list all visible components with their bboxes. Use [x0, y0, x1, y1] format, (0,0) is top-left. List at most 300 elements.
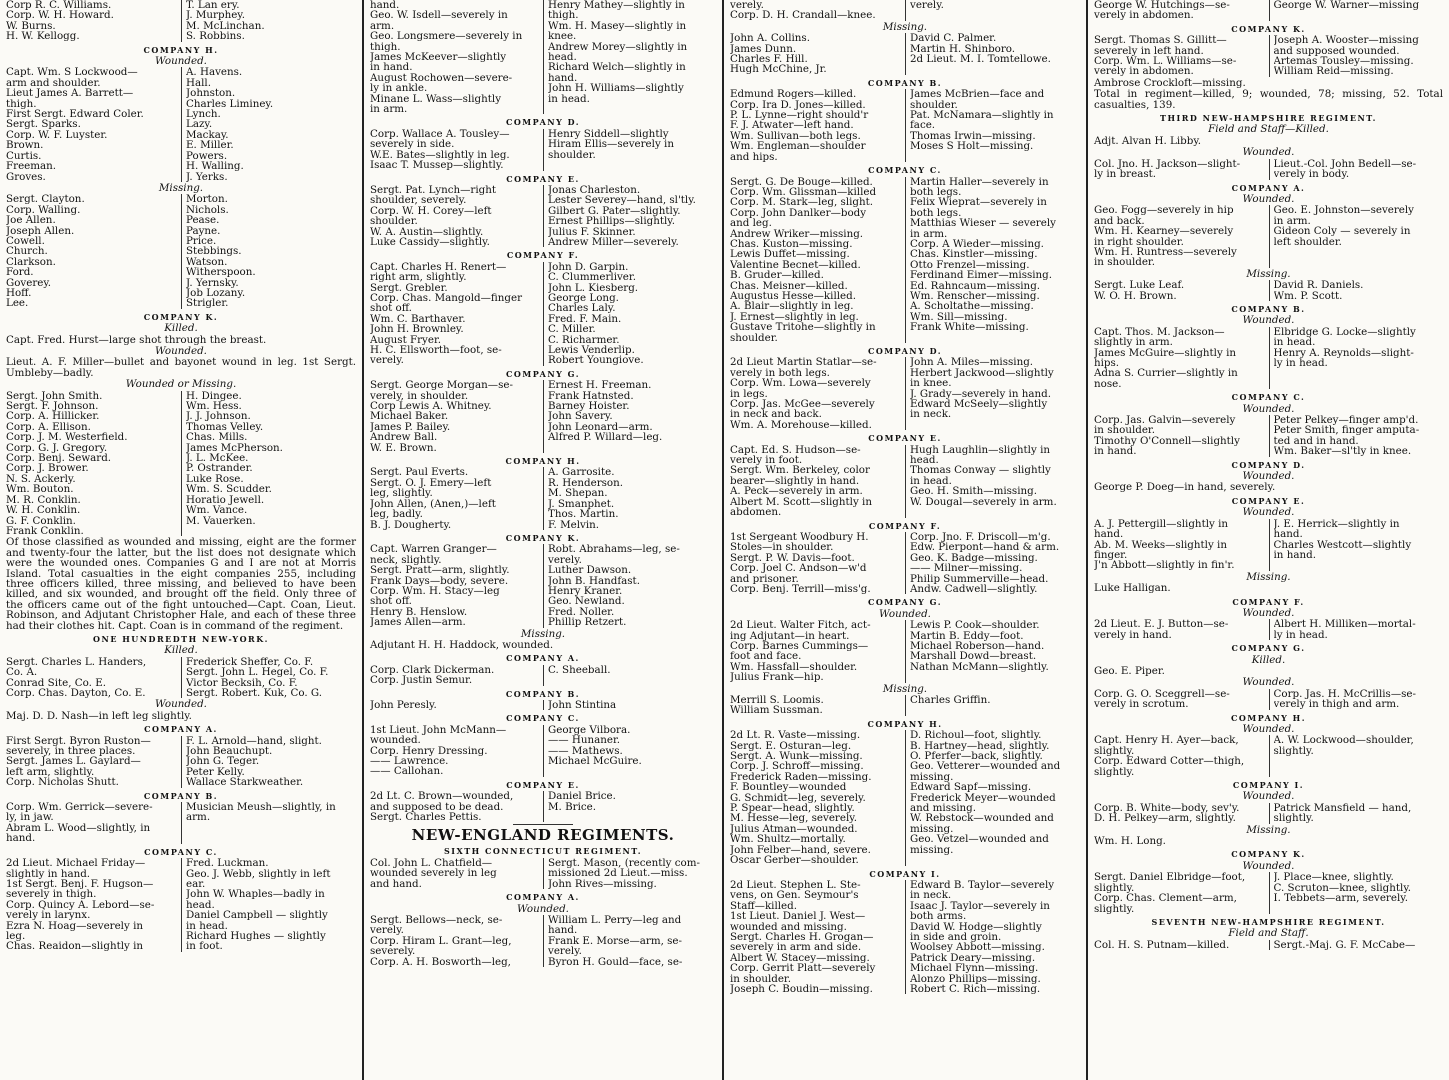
list-item: O. Pferfer—back, slightly.: [910, 751, 1043, 762]
list-item: C. Scruton—knee, slightly.: [1273, 882, 1412, 894]
list-right: [543, 544, 716, 627]
list-item: First Sergt. Edward Coler.: [6, 109, 144, 120]
subheading: Wounded.: [1242, 790, 1295, 803]
list-item: Alonzo Phillips—missing.: [910, 973, 1041, 984]
list-item: Col. H. S. Putnam—killed.: [1094, 939, 1230, 951]
list-item: Col. John L. Chatfield—: [370, 857, 493, 869]
list-item: A. Scholtathe—missing.: [910, 301, 1034, 312]
list-item: Wm. Bouton.: [6, 484, 74, 495]
list-item: 1st Lieut. Daniel J. West—: [730, 911, 866, 922]
list-item: Thomas Irwin—missing.: [910, 130, 1036, 142]
list-item: slightly.: [1094, 766, 1135, 778]
list-item: F. J. Atwater—left hand.: [730, 120, 854, 131]
section-heading: COMPANY E.: [868, 433, 942, 444]
list-item: hips.: [1094, 358, 1120, 369]
casualty-list: [6, 657, 356, 699]
column-3: [722, 0, 1086, 1080]
list-left: [730, 532, 905, 594]
list-item: M. Shepan.: [548, 488, 608, 499]
list-item: James McKeever—slightly: [370, 52, 507, 63]
casualty-list: [370, 665, 716, 686]
list-right: [905, 33, 1080, 75]
list-item: A. Garrosite.: [548, 467, 615, 478]
list-item: Edward McSeely—slightly: [910, 399, 1048, 410]
casualty-list: [730, 532, 1080, 594]
section-heading: COMPANY H.: [1231, 712, 1306, 723]
list-item: Corp. Jas. H. McCrillis—se-: [1273, 688, 1416, 700]
list-item: Lewis Duffet—missing.: [730, 249, 850, 260]
list-item: Lester Severey—hand, sl'tly.: [548, 195, 696, 206]
list-left: [1094, 159, 1269, 180]
list-right: [1269, 159, 1444, 180]
text-paragraph: Lieut. A. F. Miller—bullet and bayonet wound in leg. 1st Sergt. Umbleby—badly.: [6, 356, 356, 379]
list-item: in arm.: [1273, 215, 1311, 227]
list-item: —— Lawrence.: [370, 756, 449, 767]
list-item: Price.: [186, 235, 217, 247]
list-item: severely in thigh.: [6, 889, 97, 900]
list-left: [370, 665, 543, 686]
list-item: G. F. Conklin.: [6, 515, 76, 526]
list-item: Charles Griffin.: [910, 695, 991, 706]
list-item: Clarkson.: [6, 256, 56, 268]
list-item: Geo. Newland.: [548, 596, 625, 607]
subheading: Wounded.: [1242, 146, 1295, 159]
list-item: Edward Sapf—missing.: [910, 782, 1032, 793]
list-item: Ab. M. Weeks—slightly in: [1094, 539, 1227, 550]
section-heading: COMPANY C.: [506, 713, 580, 724]
list-item: Gustave Tritohe—slightly in: [730, 322, 876, 333]
list-left: [1094, 205, 1269, 267]
list-item: Corp. Ira D. Jones—killed.: [730, 99, 866, 111]
list-item: Geo. Vetzel—wounded and: [910, 834, 1049, 845]
subheading: Wounded.: [1242, 506, 1295, 519]
casualty-list: [1094, 327, 1443, 389]
list-item: Richard Hughes — slightly: [186, 930, 326, 942]
section-heading: COMPANY A.: [1231, 182, 1306, 193]
list-item: Isaac J. Taylor—severely in: [910, 900, 1050, 912]
list-item: Sergt. O. J. Emery—left: [370, 477, 492, 489]
list-item: Wm. Engleman—shoulder: [730, 141, 866, 152]
list-item: ly in head.: [1273, 629, 1328, 641]
list-left: [730, 880, 905, 994]
list-item: Peter Smith, finger amputa-: [1273, 425, 1420, 436]
list-item: F. L. Arnold—hand, slight.: [186, 735, 322, 747]
list-item: Luther Dawson.: [548, 565, 632, 576]
list-item: Sergt. George Morgan—se-: [370, 380, 513, 391]
list-item: verely.: [548, 946, 582, 957]
list-item: Fred. Noller.: [548, 606, 615, 618]
list-left: [1094, 280, 1269, 301]
list-item: face.: [910, 120, 936, 131]
list-item: Goverey.: [6, 277, 52, 288]
list-item: verely in abdomen.: [1094, 10, 1194, 21]
list-item: Witherspoon.: [186, 267, 256, 278]
list-right: [543, 129, 716, 171]
list-item: Robert C. Rich—missing.: [910, 983, 1041, 995]
list-item: Wm. H. Runtress—severely: [1094, 246, 1237, 258]
list-item: H. C. Ellsworth—foot, se-: [370, 345, 502, 356]
list-item: J. J. Johnson.: [186, 411, 251, 422]
list-item: verely, in shoulder.: [370, 390, 469, 402]
section-heading: COMPANY H.: [505, 456, 581, 467]
list-item: Patrick Deary—missing.: [910, 952, 1036, 964]
casualty-list: [6, 391, 356, 537]
section-heading: COMPANY A.: [506, 653, 580, 664]
list-item: Morton.: [186, 194, 228, 205]
list-item: Corp. Chas. Mangold—finger: [370, 292, 523, 304]
list-item: Byron H. Gould—face, se-: [548, 956, 683, 967]
list-right: [543, 0, 716, 114]
subheading: Field and Staff.: [1228, 927, 1309, 940]
list-item: John H. Brownley.: [370, 324, 464, 335]
list-item: John Leonard—arm.: [548, 421, 653, 433]
list-item: Hiram Ellis—severely in: [548, 139, 674, 150]
text-paragraph: Of those classified as wounded and missing, eight are the former and twenty-four the latter, but the list does not designate which were the wounded ones. Companies G and I are not at Morris Island. Total casualties in the eight companies 255, including three officers killed, three missing, and believed to have been killed, and six wounded, and brought off the field. Only three of the officers came out of the fight untouched—Capt. Coan, Lieut. Robinson, and Adjutant Christopher Hale, and each of these three had their clothes hit. Capt. Coan is in command of the regiment.: [6, 536, 356, 632]
list-item: Chas. Reaidon—slightly in: [6, 941, 144, 952]
list-left: [370, 791, 543, 822]
casualty-list: [730, 620, 1080, 682]
casualty-list: [370, 185, 716, 247]
list-right: [181, 194, 356, 308]
list-item: M. Vauerken.: [186, 515, 256, 526]
list-item: Henry Kraner.: [548, 585, 623, 597]
casualty-list: [1094, 689, 1443, 710]
list-item: hand.: [1273, 529, 1303, 540]
list-item: W. O. H. Brown.: [1094, 290, 1177, 301]
list-item: H. W. Kellogg.: [6, 31, 80, 42]
list-item: thigh.: [6, 98, 37, 110]
section-heading: COMPANY C.: [868, 165, 942, 176]
list-item: Valentine Becnet—killed.: [730, 259, 861, 271]
list-item: M. R. Conklin.: [6, 494, 81, 506]
section-heading: COMPANY E.: [1231, 495, 1306, 506]
list-item: Frederick Meyer—wounded: [910, 792, 1056, 804]
list-item: Hoff.: [6, 287, 32, 299]
list-item: Frederick Sheffer, Co. F.: [186, 656, 314, 668]
list-item: Lewis Venderlip.: [548, 345, 635, 356]
list-right: [905, 0, 1080, 21]
list-item: Corp. Wm. H. Stacy—leg: [370, 585, 500, 597]
list-item: Lee.: [6, 298, 29, 309]
list-item: Corp. Barnes Cummings—: [730, 640, 869, 652]
list-item: W. A. Austin—slightly.: [370, 226, 484, 237]
list-item: verely.: [910, 0, 944, 11]
list-item: Wm. Sill—missing.: [910, 311, 1008, 323]
casualty-list: [370, 858, 716, 889]
list-item: N. S. Ackerly.: [6, 473, 76, 485]
list-right: [1269, 803, 1444, 824]
list-item: Albert H. Milliken—mortal-: [1273, 619, 1416, 630]
list-item: Payne.: [186, 225, 221, 236]
list-item: D. Richoul—foot, slightly.: [910, 730, 1042, 741]
list-item: wounded and missing.: [730, 921, 847, 932]
list-item: David W. Hodge—slightly: [910, 921, 1042, 932]
list-left: [370, 700, 543, 710]
list-item: M. Brice.: [548, 801, 597, 813]
list-item: Sergt. Grebler.: [370, 282, 448, 293]
list-item: verely in hand.: [1094, 629, 1172, 641]
list-item: Daniel Brice.: [548, 791, 616, 802]
list-item: J. Smanphet.: [548, 498, 615, 510]
list-item: ly in head.: [1273, 358, 1328, 369]
list-left: [370, 858, 543, 889]
list-left: [370, 129, 543, 171]
list-item: Merrill S. Loomis.: [730, 695, 824, 706]
list-item: Sergt. Paul Everts.: [370, 467, 469, 478]
list-item: Martin B. Eddy—foot.: [910, 630, 1024, 641]
list-item: Corp. Wm. L. Williams—se-: [1094, 56, 1237, 67]
list-item: Barney Hoister.: [548, 401, 630, 412]
list-item: Ed. Rahncaum—missing.: [910, 280, 1041, 291]
list-left: [730, 33, 905, 75]
list-item: Corp. J. Brower.: [6, 463, 89, 474]
list-item: head.: [186, 899, 215, 911]
list-item: in hand.: [1273, 549, 1316, 561]
list-item: Herbert Jackwood—slightly: [910, 367, 1054, 379]
list-left: [370, 262, 543, 366]
list-item: A. Blair—slightly in leg.: [730, 301, 854, 312]
list-item: Daniel Campbell — slightly: [186, 910, 328, 921]
list-item: Frank White—missing.: [910, 322, 1029, 333]
list-item: John Felber—hand, severe.: [730, 844, 871, 856]
casualty-list: [1094, 205, 1443, 267]
section-heading: COMPANY D.: [505, 117, 581, 128]
list-right: [543, 380, 716, 453]
list-item: 2d Lt. C. Brown—wounded,: [370, 791, 514, 802]
list-item: Sergt. Charles H. Grogan—: [730, 931, 874, 943]
list-right: [543, 725, 716, 777]
list-item: Woolsey Abbott—missing.: [910, 942, 1045, 953]
list-item: Geo. Longsmere—severely in: [370, 31, 523, 42]
list-item: Nichols.: [186, 204, 229, 216]
list-item: Corp. Nicholas Shutt.: [6, 777, 119, 788]
list-left: [370, 467, 543, 529]
list-item: Curtis.: [6, 150, 42, 162]
list-item: shot off.: [370, 303, 412, 314]
list-item: Brown.: [6, 140, 44, 151]
list-item: Thomas Conway — slightly: [910, 465, 1051, 476]
list-item: Wm. Hess.: [186, 401, 242, 412]
list-item: F. Melvin.: [548, 519, 600, 530]
list-item: Hugh Laughlin—slightly in: [910, 444, 1050, 456]
list-item: John H. Williams—slightly: [548, 83, 684, 94]
list-item: left arm, slightly.: [6, 766, 95, 778]
list-item: John Allen, (Anen,)—left: [370, 498, 496, 510]
text-paragraph: George P. Doeg—in hand, severely.: [1094, 481, 1276, 494]
subheading: Wounded.: [1242, 192, 1295, 205]
list-item: Joseph C. Boudin—missing.: [730, 983, 873, 995]
list-item: Timothy O'Connell—slightly: [1094, 435, 1240, 447]
list-left: [1094, 619, 1269, 640]
casualty-list: [1094, 519, 1443, 571]
casualty-list: [370, 262, 716, 366]
list-left: [1094, 415, 1269, 457]
list-item: J. L. McKee.: [186, 453, 249, 464]
casualty-list: [730, 880, 1080, 994]
list-left: [6, 657, 181, 699]
list-item: I. Tebbets—arm, severely.: [1273, 893, 1408, 904]
list-item: Sergt. Charles Pettis.: [370, 812, 482, 823]
list-item: Corp. A. Ellison.: [6, 421, 91, 433]
list-item: Staff—killed.: [730, 900, 798, 912]
list-left: [730, 357, 905, 430]
list-item: William L. Perry—leg and: [548, 914, 682, 926]
list-item: Sergt. Daniel Elbridge—foot,: [1094, 872, 1246, 883]
list-item: Charles Laly.: [548, 303, 616, 314]
list-item: Moses S Holt—missing.: [910, 141, 1034, 152]
list-item: Mackay.: [186, 129, 229, 141]
list-item: Corp. W. H. Corey—left: [370, 205, 492, 217]
list-item: 2d Lieut Martin Statlar—se-: [730, 357, 877, 368]
list-item: P. Ostrander.: [186, 463, 253, 474]
list-item: in head.: [186, 920, 228, 931]
list-right: [543, 262, 716, 366]
subheading: Missing.: [520, 627, 566, 640]
list-item: Otto Frenzel—missing.: [910, 259, 1030, 271]
subheading: Missing.: [1246, 570, 1291, 583]
list-item: Corp. D. H. Crandall—knee.: [730, 10, 876, 21]
list-item: James McGuire—slightly in: [1094, 347, 1236, 358]
text-paragraph: Luke Halligan.: [1094, 582, 1171, 595]
casualty-list: [1094, 872, 1443, 914]
list-item: Martin H. Shinboro.: [910, 43, 1016, 55]
list-item: 2d Lieut. Stephen L. Ste-: [730, 879, 861, 891]
list-item: ing Adjutant—in heart.: [730, 630, 850, 641]
casualty-list: [1094, 0, 1443, 21]
list-item: slightly in hand.: [6, 868, 91, 879]
list-item: both legs.: [910, 186, 962, 198]
list-item: in head.: [548, 93, 590, 105]
list-item: M. Hesse—leg, severely.: [730, 813, 857, 824]
list-item: Hall.: [186, 77, 211, 89]
list-item: Michael McGuire.: [548, 756, 642, 767]
list-item: Sergt. John L. Hegel, Co. F.: [186, 667, 329, 678]
list-item: Frederick Raden—missing.: [730, 771, 872, 783]
list-item: Andrew Ball.: [370, 432, 438, 443]
list-item: Col. Jno. H. Jackson—slight-: [1094, 158, 1241, 170]
list-item: Alfred P. Willard—leg.: [548, 432, 663, 443]
list-item: Capt. Thos. M. Jackson—: [1094, 326, 1225, 338]
list-item: Julius F. Skinner.: [548, 226, 636, 237]
list-item: D. H. Pelkey—arm, slightly.: [1094, 813, 1236, 824]
list-item: shoulder.: [548, 149, 596, 161]
list-item: knee.: [548, 31, 577, 42]
list-left: [730, 0, 905, 21]
list-item: Phillip Retzert.: [548, 617, 627, 628]
list-item: Luke Cassidy—slightly.: [370, 236, 490, 248]
section-heading: SEVENTH NEW-HAMPSHIRE REGIMENT.: [1151, 916, 1386, 927]
list-item: Corp. G. O. Sceggrell—se-: [1094, 688, 1230, 700]
list-item: verely in both legs.: [730, 367, 830, 379]
list-item: both legs.: [910, 207, 962, 219]
list-right: [905, 89, 1080, 162]
subheading: Wounded.: [1242, 859, 1295, 872]
list-item: in right shoulder.: [1094, 236, 1184, 247]
list-item: John G. Teger.: [186, 756, 260, 767]
casualty-list: [730, 177, 1080, 344]
text-paragraph: Ambrose Crockloft—missing.: [1094, 76, 1246, 89]
list-left: [1094, 803, 1269, 824]
list-item: David R. Daniels.: [1273, 280, 1364, 291]
list-item: head.: [910, 455, 939, 466]
list-left: [6, 858, 181, 952]
list-item: Corp. Benj. Seward.: [6, 453, 112, 464]
list-item: Andw. Cadwell—slightly.: [910, 583, 1038, 595]
list-item: Artemas Tousley—missing.: [1273, 56, 1414, 67]
list-item: neck, slightly.: [370, 554, 442, 566]
list-item: Stoles—in shoulder.: [730, 542, 834, 553]
list-item: in foot.: [186, 941, 223, 952]
text-paragraph: Wm. H. Long.: [1094, 835, 1166, 848]
list-item: hand.: [548, 925, 578, 936]
list-item: Corp. Jas. Galvin—severely: [1094, 415, 1236, 426]
list-item: Corp. Chas. Clement—arm,: [1094, 893, 1237, 904]
list-item: head.: [548, 52, 577, 63]
list-item: John Peresly.: [370, 700, 437, 711]
list-item: slightly.: [1273, 813, 1314, 824]
list-left: [370, 0, 543, 114]
list-item: C. Sheeball.: [548, 664, 611, 676]
list-item: Chas. Kinstler—missing.: [910, 249, 1038, 260]
list-right: [181, 736, 356, 788]
list-item: Capt. Wm. S Lockwood—: [6, 67, 138, 78]
list-item: John A. Miles—missing.: [910, 357, 1034, 368]
list-item: F. Bountley—wounded: [730, 782, 847, 793]
list-item: Johnston.: [186, 88, 236, 99]
list-item: Corp. Wallace A. Tousley—: [370, 128, 510, 140]
list-item: arm.: [370, 20, 395, 32]
list-right: [905, 730, 1080, 865]
list-item: and prisoner.: [730, 573, 799, 584]
subheading: Missing.: [158, 181, 204, 194]
list-item: Corp. Wm. Lowa—severely: [730, 378, 871, 389]
list-item: verely in larynx.: [6, 910, 91, 921]
list-item: August Fryer.: [370, 334, 442, 345]
list-item: Lewis P. Cook—shoulder.: [910, 620, 1040, 631]
list-item: in knee.: [910, 378, 952, 389]
casualty-list: [730, 33, 1080, 75]
list-item: Albert M. Scott—slightly in: [730, 496, 872, 508]
list-item: W. Dougal—severely in arm.: [910, 496, 1057, 508]
list-item: Wm. P. Scott.: [1273, 290, 1343, 301]
list-item: and supposed wounded.: [1273, 45, 1400, 57]
list-item: Wm. H. Masey—slightly in: [548, 20, 687, 32]
major-heading: NEW-ENGLAND REGIMENTS.: [411, 826, 675, 845]
section-heading: COMPANY A.: [144, 724, 218, 735]
list-item: Peter Kelly.: [186, 766, 245, 778]
list-item: severely.: [370, 946, 416, 957]
list-left: [1094, 689, 1269, 710]
list-item: missioned 2d Lieut.—miss.: [548, 868, 688, 879]
list-left: [730, 445, 905, 518]
subheading: Wounded.: [517, 902, 569, 915]
subheading: Wounded.: [155, 345, 207, 357]
list-item: arm.: [186, 812, 211, 823]
list-item: Fred. F. Main.: [548, 313, 622, 325]
list-left: [1094, 35, 1269, 77]
subheading: Wounded.: [155, 55, 207, 68]
casualty-list: [1094, 803, 1443, 824]
list-item: Powers.: [186, 150, 228, 162]
list-item: H. Dingee.: [186, 390, 242, 402]
list-item: Wallace Starkweather.: [186, 777, 304, 788]
list-item: Corp. W. H. Howard.: [6, 10, 114, 21]
list-item: Edw. Pierpont—hand & arm.: [910, 542, 1060, 553]
list-item: arm and shoulder.: [6, 77, 101, 89]
list-item: and leg.: [730, 218, 772, 229]
list-item: Marshall Dowd—breast.: [910, 651, 1037, 662]
list-item: Corp. John Danlker—body: [730, 207, 867, 219]
